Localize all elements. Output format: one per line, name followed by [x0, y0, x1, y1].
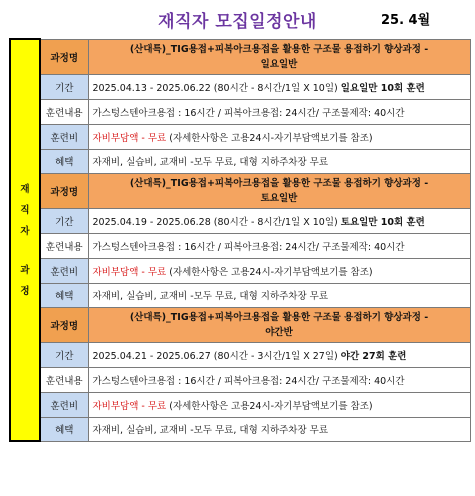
period-schedule: 일요일만 10회 훈련 [340, 82, 425, 94]
side-label-char: 직 [20, 204, 30, 216]
course-name [88, 307, 470, 342]
course-label: 과정명 [40, 39, 88, 74]
fee-amount: 자비부담액 - 무료 [92, 132, 167, 144]
content-label: 훈련내용 [40, 99, 88, 124]
fee-note: (자세한사항은 고용24시-자기부담액보기를 참조) [169, 400, 373, 412]
course-name-line1: (산대특)_TIG용접+피복아크용접을 활용한 구조물 용접하기 향상과정 - [129, 177, 429, 189]
benefit-value: 자재비, 실습비, 교재비 -모두 무료, 대형 지하주차장 무료 [88, 417, 470, 441]
period-row [10, 342, 470, 367]
fee-value [88, 392, 470, 417]
course-row [10, 39, 470, 74]
course-label: 과정명 [40, 173, 88, 208]
period-row [10, 208, 470, 233]
content-value: 가스텅스텐아크용접 : 16시간 / 피복아크용접: 24시간/ 구조물제작: 40시간 [88, 367, 470, 392]
course-name-line2: 야간반 [265, 326, 293, 338]
course-name-line1: (산대특)_TIG용접+피복아크용접을 활용한 구조물 용접하기 향상과정 - [129, 43, 429, 55]
content-row [10, 367, 470, 392]
notice-date: 25. 4월 [381, 13, 431, 28]
content-row [10, 99, 470, 124]
period-schedule: 토요일만 10회 훈련 [340, 216, 425, 228]
course-name [88, 39, 470, 74]
side-label-char: 자 [20, 225, 30, 237]
benefit-label: 혜택 [40, 283, 88, 307]
fee-note: (자세한사항은 고용24시-자기부담액보기를 참조) [169, 132, 373, 144]
benefit-label: 혜택 [40, 417, 88, 441]
fee-label: 훈련비 [40, 258, 88, 283]
period-row [10, 74, 470, 99]
benefit-value: 자재비, 실습비, 교재비 -모두 무료, 대형 지하주차장 무료 [88, 149, 470, 173]
period-dates: 2025.04.21 - 2025.06.27 (80시간 - 3시간/1일 X 27일) [92, 350, 338, 362]
side-label-char: 재 [20, 183, 30, 195]
period-label: 기간 [40, 74, 88, 99]
course-name-line2: 일요일반 [260, 58, 298, 70]
side-label-char: 정 [20, 285, 30, 297]
content-row [10, 233, 470, 258]
fee-note: (자세한사항은 고용24시-자기부담액보기를 참조) [169, 266, 373, 278]
period-label: 기간 [40, 208, 88, 233]
course-name-line1: (산대특)_TIG용접+피복아크용접을 활용한 구조물 용접하기 향상과정 - [129, 311, 429, 323]
course-name-line2: 토요일반 [260, 192, 298, 204]
content-value: 가스텅스텐아크용접 : 16시간 / 피복아크용접: 24시간/ 구조물제작: 40시간 [88, 233, 470, 258]
benefit-row [10, 417, 470, 441]
period-dates: 2025.04.19 - 2025.06.28 (80시간 - 8시간/1일 X 10일) [92, 216, 338, 228]
page-header [0, 0, 475, 38]
fee-amount: 자비부담액 - 무료 [92, 400, 167, 412]
course-row [10, 307, 470, 342]
fee-value [88, 124, 470, 149]
period-dates: 2025.04.13 - 2025.06.22 (80시간 - 8시간/1일 X 10일) [92, 82, 338, 94]
fee-row [10, 258, 470, 283]
benefit-value: 자재비, 실습비, 교재비 -모두 무료, 대형 지하주차장 무료 [88, 283, 470, 307]
period-value [88, 74, 470, 99]
period-value [88, 208, 470, 233]
course-row [10, 173, 470, 208]
fee-row [10, 392, 470, 417]
fee-amount: 자비부담액 - 무료 [92, 266, 167, 278]
course-label: 과정명 [40, 307, 88, 342]
benefit-row [10, 149, 470, 173]
benefit-row [10, 283, 470, 307]
page-title: 재직자 모집일정안내 [158, 12, 317, 32]
content-label: 훈련내용 [40, 367, 88, 392]
benefit-label: 혜택 [40, 149, 88, 173]
side-label-char: 과 [20, 264, 30, 276]
course-name [88, 173, 470, 208]
fee-label: 훈련비 [40, 392, 88, 417]
content-label: 훈련내용 [40, 233, 88, 258]
schedule-table [9, 38, 471, 442]
fee-row [10, 124, 470, 149]
period-schedule: 야간 27회 훈련 [340, 350, 407, 362]
period-value [88, 342, 470, 367]
fee-value [88, 258, 470, 283]
content-value: 가스텅스텐아크용접 : 16시간 / 피복아크용접: 24시간/ 구조물제작: 40시간 [88, 99, 470, 124]
side-label [10, 39, 40, 441]
period-label: 기간 [40, 342, 88, 367]
fee-label: 훈련비 [40, 124, 88, 149]
